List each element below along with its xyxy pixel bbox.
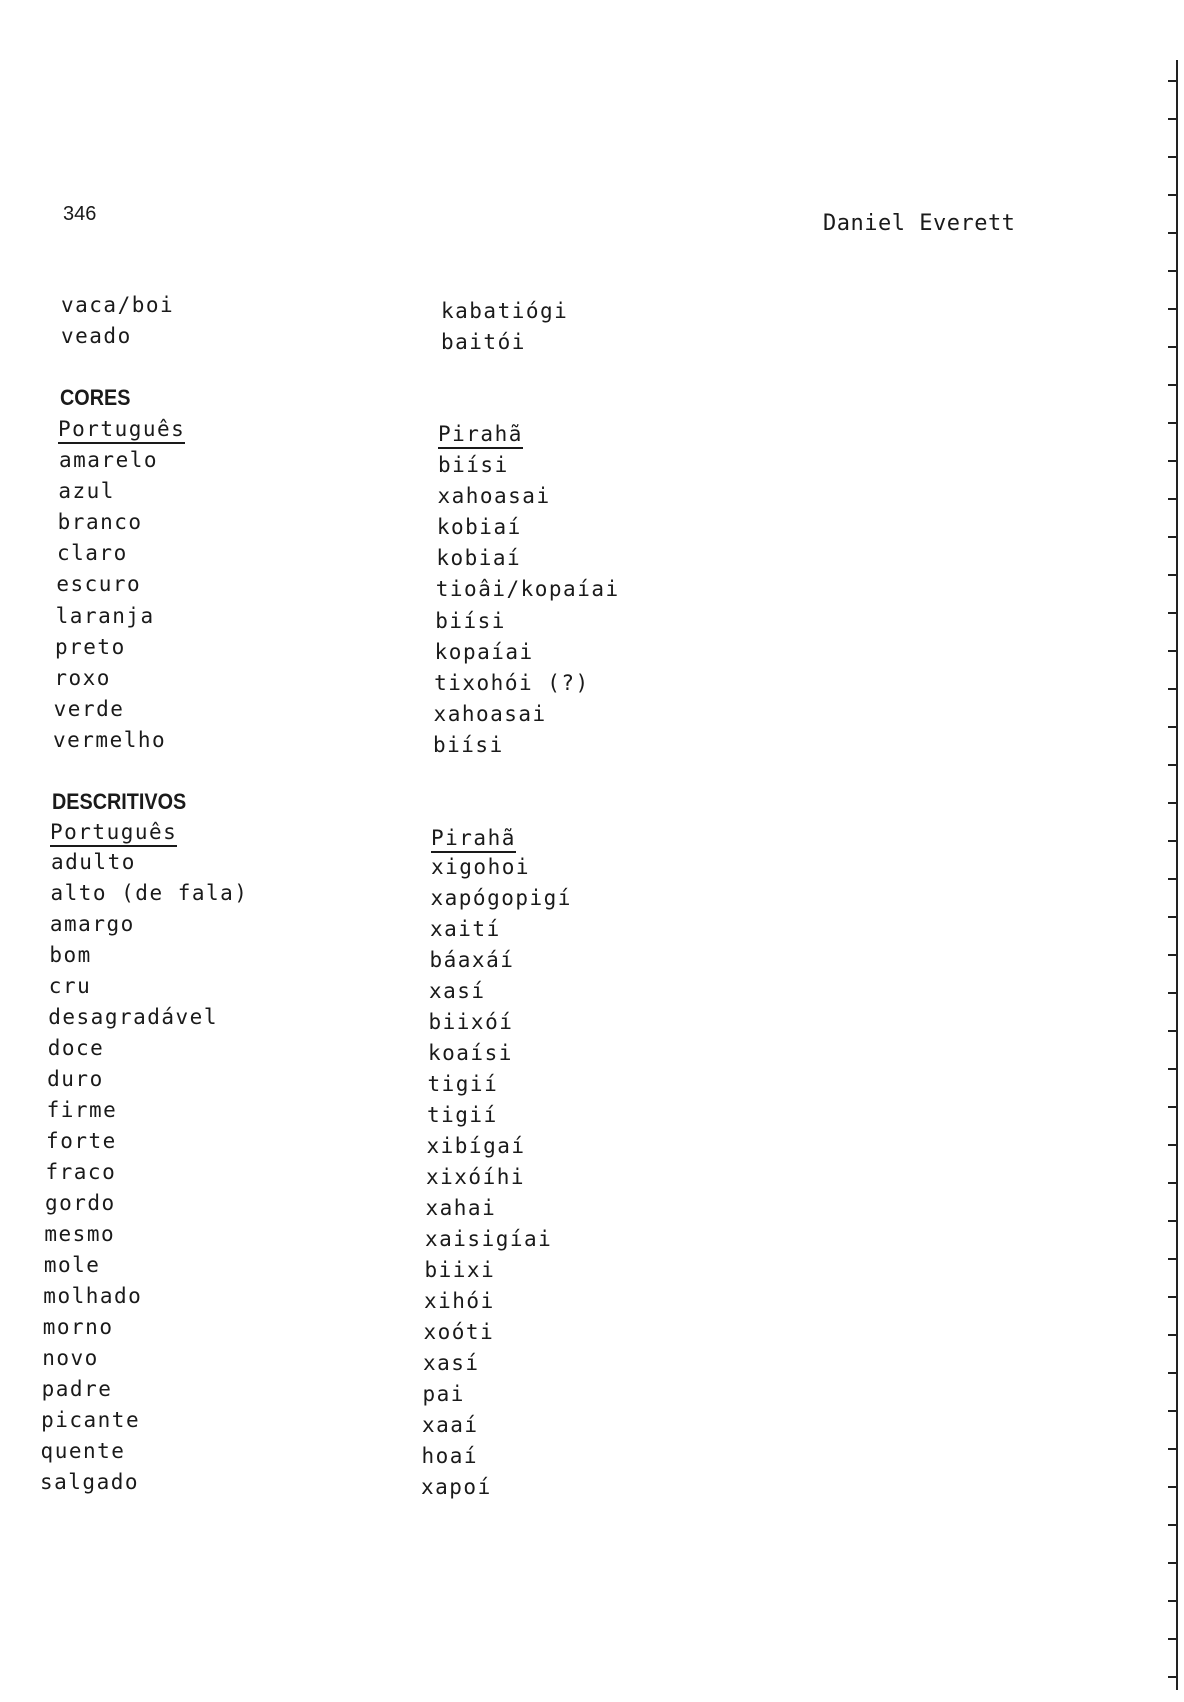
edge-tick <box>1168 1068 1177 1070</box>
piraha-word: biísi <box>438 453 509 477</box>
edge-tick <box>1168 460 1177 462</box>
column-header-portuguese: Português <box>58 417 185 444</box>
edge-tick <box>1168 156 1177 158</box>
piraha-word: koaísi <box>428 1041 513 1065</box>
portuguese-word: padre <box>41 1377 113 1401</box>
piraha-word: biixóí <box>428 1010 514 1034</box>
edge-tick <box>1168 1030 1177 1032</box>
piraha-word: xapoí <box>421 1475 492 1499</box>
portuguese-word: morno <box>42 1315 114 1339</box>
piraha-word: biísi <box>433 732 504 757</box>
edge-tick <box>1168 688 1177 690</box>
portuguese-word: forte <box>46 1129 117 1153</box>
portuguese-word: bom <box>49 943 92 967</box>
column-header-portuguese: Português <box>50 820 177 847</box>
portuguese-word: vermelho <box>53 727 167 752</box>
portuguese-word: mole <box>43 1253 101 1277</box>
portuguese-word: firme <box>46 1098 118 1122</box>
piraha-word: hoaí <box>421 1444 479 1468</box>
portuguese-word: molhado <box>43 1284 143 1308</box>
edge-tick <box>1168 878 1177 880</box>
portuguese-word: desagradável <box>48 1005 218 1029</box>
piraha-word: baitói <box>441 330 526 354</box>
section-heading: DESCRITIVOS <box>52 789 187 814</box>
edge-tick <box>1168 574 1177 576</box>
edge-tick <box>1168 1562 1177 1564</box>
piraha-word: tioâi/kopaíai <box>435 577 620 602</box>
piraha-word: tigií <box>427 1072 499 1096</box>
edge-tick <box>1168 764 1177 766</box>
edge-tick <box>1168 80 1177 82</box>
piraha-word: xixóíhi <box>426 1165 526 1189</box>
edge-tick <box>1168 1600 1177 1602</box>
edge-tick <box>1168 194 1177 196</box>
piraha-word: xahoasai <box>433 701 547 726</box>
edge-tick <box>1168 954 1177 956</box>
edge-tick <box>1168 1182 1177 1184</box>
piraha-word: biixi <box>424 1258 496 1282</box>
edge-tick <box>1168 270 1177 272</box>
piraha-word: xoóti <box>423 1320 495 1344</box>
portuguese-word: azul <box>58 479 115 504</box>
edge-tick <box>1168 118 1177 120</box>
piraha-word: kobiaí <box>436 546 522 571</box>
portuguese-word: branco <box>57 510 143 535</box>
edge-tick <box>1168 232 1177 234</box>
piraha-word: xibígaí <box>426 1134 526 1158</box>
page-edge-binding <box>1176 60 1178 1690</box>
edge-tick <box>1168 726 1177 728</box>
edge-tick <box>1168 1524 1177 1526</box>
portuguese-word: duro <box>47 1067 104 1091</box>
edge-tick <box>1168 1220 1177 1222</box>
piraha-word: xahoasai <box>437 484 551 509</box>
edge-tick <box>1168 1334 1177 1336</box>
portuguese-word: veado <box>61 324 132 348</box>
edge-tick <box>1168 1144 1177 1146</box>
piraha-word: xihói <box>424 1289 495 1313</box>
portuguese-word: alto (de fala) <box>50 881 249 905</box>
piraha-word: xasí <box>423 1351 480 1375</box>
piraha-word: xapógopigí <box>430 886 572 910</box>
edge-tick <box>1168 422 1177 424</box>
piraha-word: xasí <box>429 979 486 1003</box>
edge-tick <box>1168 1410 1177 1412</box>
column-header-piraha: Pirahã <box>438 422 523 449</box>
portuguese-word: roxo <box>54 665 111 690</box>
piraha-word: tixohói (?) <box>434 670 590 695</box>
edge-tick <box>1168 346 1177 348</box>
edge-tick <box>1168 802 1177 804</box>
page-number: 346 <box>63 203 97 225</box>
edge-tick <box>1168 1106 1177 1108</box>
edge-tick <box>1168 1638 1177 1640</box>
portuguese-word: vaca/boi <box>61 293 175 317</box>
portuguese-word: amarelo <box>59 448 159 472</box>
edge-tick <box>1168 612 1177 614</box>
piraha-word: tigií <box>427 1103 498 1127</box>
portuguese-word: doce <box>47 1036 105 1060</box>
edge-tick <box>1168 1486 1177 1488</box>
portuguese-word: verde <box>53 696 125 721</box>
portuguese-word: cru <box>48 974 92 998</box>
portuguese-word: claro <box>57 541 128 566</box>
edge-tick <box>1168 1448 1177 1450</box>
portuguese-word: salgado <box>40 1470 140 1494</box>
portuguese-word: escuro <box>56 572 142 597</box>
portuguese-word: adulto <box>51 850 136 874</box>
portuguese-word: preto <box>55 634 126 659</box>
section-heading: CORES <box>60 385 131 410</box>
edge-tick <box>1168 308 1177 310</box>
piraha-word: xigohoi <box>431 855 531 879</box>
running-head-author: Daniel Everett <box>823 211 1016 236</box>
piraha-word: báaxáí <box>429 948 515 972</box>
piraha-word: biísi <box>435 608 506 633</box>
piraha-word: kopaíai <box>434 639 534 664</box>
portuguese-word: picante <box>41 1408 141 1432</box>
portuguese-word: mesmo <box>44 1222 116 1246</box>
piraha-word: kabatiógi <box>441 299 569 323</box>
edge-tick <box>1168 498 1177 500</box>
edge-tick <box>1168 650 1177 652</box>
piraha-word: xahai <box>425 1196 497 1220</box>
edge-tick <box>1168 384 1177 386</box>
edge-tick <box>1168 1258 1177 1260</box>
edge-tick <box>1168 1296 1177 1298</box>
portuguese-word: laranja <box>55 603 155 628</box>
portuguese-word: fraco <box>45 1160 117 1184</box>
edge-tick <box>1168 916 1177 918</box>
portuguese-word: quente <box>40 1439 126 1463</box>
edge-tick <box>1168 992 1177 994</box>
piraha-word: kobiaí <box>436 515 522 540</box>
column-header-piraha: Pirahã <box>431 826 516 853</box>
edge-tick <box>1168 840 1177 842</box>
piraha-word: pai <box>422 1382 465 1406</box>
piraha-word: xaaí <box>422 1413 479 1437</box>
piraha-word: xaití <box>430 917 501 941</box>
portuguese-word: novo <box>42 1346 99 1370</box>
edge-tick <box>1168 536 1177 538</box>
piraha-word: xaisigíai <box>425 1227 553 1251</box>
portuguese-word: amargo <box>49 912 135 936</box>
edge-tick <box>1168 1676 1177 1678</box>
portuguese-word: gordo <box>44 1191 116 1215</box>
edge-tick <box>1168 1372 1177 1374</box>
